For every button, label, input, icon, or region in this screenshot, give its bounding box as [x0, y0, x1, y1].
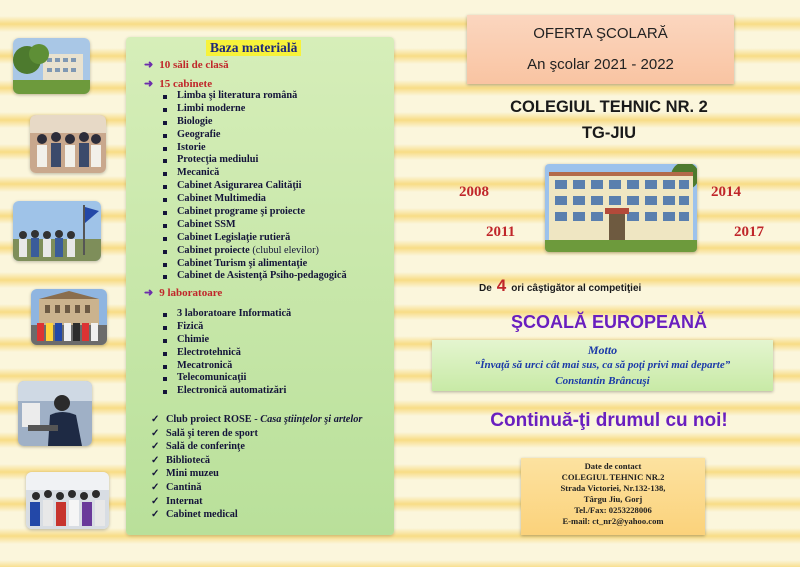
facilities-panel — [126, 37, 394, 535]
list-item: Geografie — [126, 129, 347, 142]
list-item: Limbi moderne — [126, 103, 347, 116]
cabinet-projects-note: (clubul elevilor) — [252, 244, 319, 256]
offer-box — [467, 15, 734, 84]
classrooms-label: 10 săli de clasă — [159, 58, 229, 71]
contact-street: Strada Victoriei, Nr.132-138, — [560, 482, 666, 493]
panel-title: Baza materială — [206, 40, 301, 56]
labs-list — [126, 308, 291, 398]
photo-group-flag — [13, 201, 101, 261]
contact-box — [521, 458, 705, 535]
list-item: Cabinet Turism şi alimentaţie — [126, 258, 347, 271]
photo-group-outdoor — [26, 472, 109, 529]
contact-email: E-mail: ct_nr2@yahoo.com — [562, 515, 664, 526]
year-label: 2011 — [486, 224, 516, 240]
european-school-title: ŞCOALĂ EUROPEANĂ — [510, 312, 707, 332]
slogan: Continuă-ţi drumul cu noi! — [490, 410, 728, 431]
winner-suffix: ori câştigător al competiţiei — [511, 283, 642, 294]
list-item: Cabinet programe şi proiecte — [126, 206, 347, 219]
motto-quote: “Învaţă să urci cât mai sus, ca să poţi privi mai departe” — [474, 359, 731, 371]
list-item: Cabinet Multimedia — [126, 193, 347, 206]
winner-prefix: De — [479, 283, 492, 294]
photo-group-palace — [31, 289, 107, 345]
list-item: ✓ Mini muzeu — [126, 467, 362, 481]
list-item: Cabinet Asigurarea Calităţii — [126, 180, 347, 193]
arrow-icon: ➜ — [144, 78, 154, 90]
photo-campus — [13, 38, 90, 94]
motto-author: Constantin Brâncuşi — [555, 375, 650, 387]
labs-heading — [144, 286, 222, 299]
list-item: Fizică — [126, 321, 291, 334]
list-item: Cabinet de Asistenţă Psiho-pedagogică — [126, 270, 347, 283]
motto-box — [432, 340, 773, 391]
cabinet-projects-label: Cabinet proiecte — [177, 244, 250, 256]
list-item: ✓ Sală de conferinţe — [126, 440, 362, 454]
offer-title: OFERTA ŞCOLARĂ — [533, 25, 668, 42]
cabinets-heading — [144, 77, 212, 90]
winner-line — [479, 276, 739, 296]
arrow-icon: ➜ — [144, 59, 154, 71]
arrow-icon: ➜ — [144, 287, 154, 299]
list-item: ✓ Bibliotecă — [126, 454, 362, 468]
photo-group-indoor — [30, 115, 106, 173]
list-item: Biologie — [126, 116, 347, 129]
list-item: Chimie — [126, 334, 291, 347]
contact-name: COLEGIUL TEHNIC NR.2 — [561, 471, 665, 482]
contact-title: Date de contact — [584, 461, 642, 471]
list-item: ✓ Sală şi teren de sport — [126, 427, 362, 441]
facilities-list — [126, 413, 362, 522]
college-city: TG-JIU — [581, 124, 637, 142]
list-item: Electrotehnică — [126, 347, 291, 360]
motto-title: Motto — [587, 343, 618, 357]
year-label: 2008 — [459, 184, 489, 200]
list-item: Mecatronică — [126, 360, 291, 373]
list-item: Cabinet Legislaţie rutieră — [126, 232, 347, 245]
cabinets-list — [126, 90, 347, 283]
classrooms-heading — [144, 58, 229, 71]
club-label: Club proiect ROSE - — [166, 414, 261, 425]
list-item: ✓ Cabinet medical — [126, 508, 362, 522]
contact-phone: Tel./Fax: 0253228006 — [574, 504, 652, 515]
labs-heading-label: 9 laboratoare — [159, 286, 223, 299]
list-item: Electronică automatizări — [126, 385, 291, 398]
list-item: ✓ Cantină — [126, 481, 362, 495]
offer-year: An şcolar 2021 - 2022 — [527, 56, 674, 73]
list-item — [126, 245, 347, 258]
list-item: Limba şi literatura română — [126, 90, 347, 103]
year-label: 2017 — [734, 224, 764, 240]
list-item: Istorie — [126, 142, 347, 155]
list-item: Protecţia mediului — [126, 154, 347, 167]
photo-student-lab — [18, 381, 92, 446]
winner-count: 4 — [496, 276, 507, 295]
list-item — [126, 413, 362, 427]
list-item: Mecanică — [126, 167, 347, 180]
list-item: ✓ Internat — [126, 495, 362, 509]
list-item: Cabinet SSM — [126, 219, 347, 232]
list-item: 3 laboratoare Informatică — [126, 308, 291, 321]
club-italic: Casa ştiinţelor şi artelor — [260, 414, 363, 425]
cabinets-heading-label: 15 cabinete — [159, 77, 213, 90]
contact-city: Târgu Jiu, Gorj — [583, 493, 643, 504]
year-label: 2014 — [711, 184, 741, 200]
college-name: COLEGIUL TEHNIC NR. 2 — [510, 98, 708, 116]
list-item: Telecomunicaţii — [126, 372, 291, 385]
school-building-photo — [545, 164, 697, 252]
